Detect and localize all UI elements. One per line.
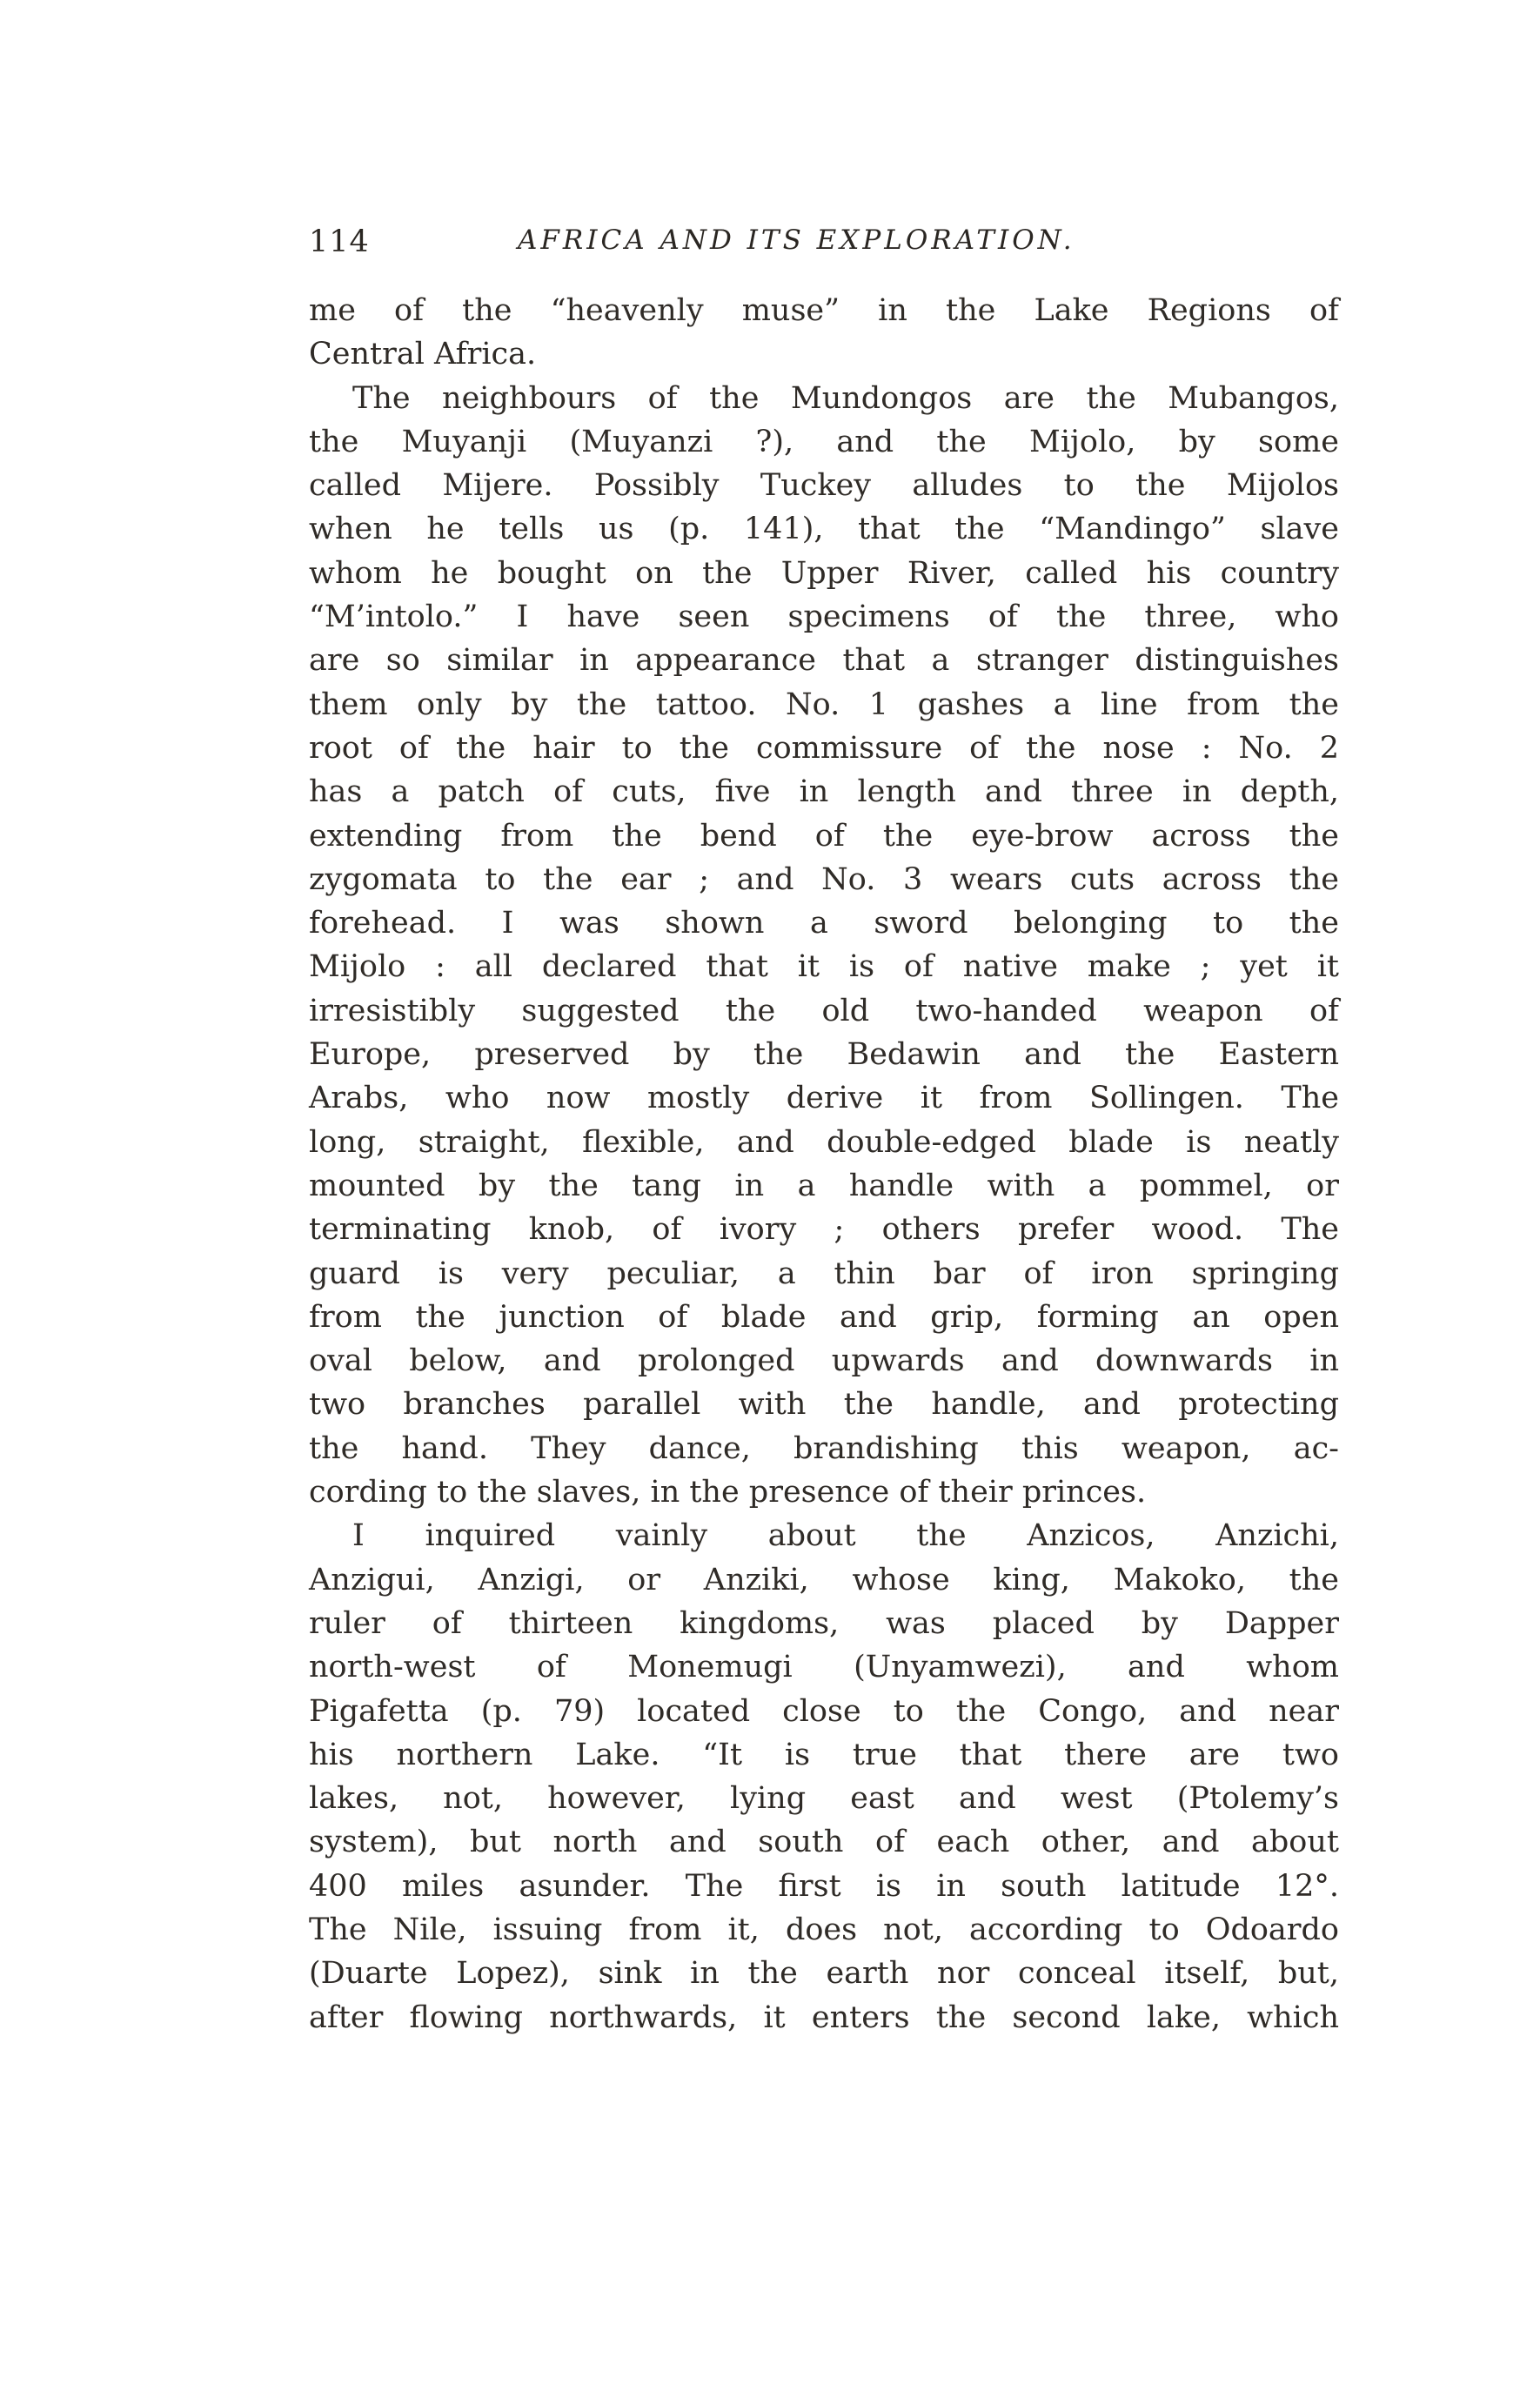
text-line: his northern Lake. “It is true that there are two	[309, 1737, 1339, 1772]
text-line: are so similar in appearance that a stranger distinguishes	[309, 643, 1339, 679]
text-line: whom he bought on the Upper River, called his country	[309, 555, 1339, 591]
text-line: the hand. They dance, brandishing this weapon, ac-	[309, 1430, 1339, 1466]
page-number: 114	[309, 224, 370, 259]
text-line: root of the hair to the commissure of the nose : No. 2	[309, 730, 1339, 766]
text-line: mounted by the tang in a handle with a pommel, or	[309, 1168, 1339, 1203]
body-text	[309, 289, 1339, 2039]
text-line: called Mijere. Possibly Tuckey alludes to the Mijolos	[309, 468, 1339, 504]
text-line: from the junction of blade and grip, forming an open	[309, 1299, 1339, 1335]
text-line: guard is very peculiar, a thin bar of iron springing	[309, 1256, 1339, 1291]
text-line: when he tells us (p. 141), that the “Mandingo” slave	[309, 512, 1339, 547]
text-line: forehead. I was shown a sword belonging to the	[309, 906, 1339, 941]
text-line: extending from the bend of the eye-brow across the	[309, 818, 1339, 854]
text-line: Anzigui, Anzigi, or Anziki, whose king, Makoko, the	[309, 1562, 1339, 1597]
text-line: the Muyanji (Muyanzi ?), and the Mijolo, by some	[309, 424, 1339, 459]
text-line: Arabs, who now mostly derive it from Sollingen. The	[309, 1081, 1339, 1116]
text-line: cording to the slaves, in the presence of their princes.	[309, 1475, 1147, 1510]
text-line: after flowing northwards, it enters the second lake, which	[309, 1999, 1339, 2035]
text-line: Europe, preserved by the Bedawin and the Eastern	[309, 1037, 1339, 1073]
text-line: system), but north and south of each other, and about	[309, 1825, 1339, 1860]
text-line: The Nile, issuing from it, does not, according to Odoardo	[309, 1912, 1339, 1947]
text-line: has a patch of cuts, five in length and three in depth,	[309, 774, 1339, 810]
text-line: oval below, and prolonged upwards and downwards in	[309, 1343, 1339, 1379]
text-line: The neighbours of the Mundongos are the Mubangos,	[352, 380, 1339, 416]
text-line: two branches parallel with the handle, and protecting	[309, 1387, 1339, 1423]
text-line: Pigafetta (p. 79) located close to the Congo, and near	[309, 1693, 1339, 1729]
text-line: (Duarte Lopez), sink in the earth nor conceal itself, but,	[309, 1956, 1339, 1992]
text-line: 400 miles asunder. The first is in south latitude 12°.	[309, 1868, 1339, 1904]
page-header	[309, 224, 1283, 268]
text-line: ruler of thirteen kingdoms, was placed by Dapper	[309, 1605, 1339, 1641]
running-title: AFRICA AND ITS EXPLORATION.	[518, 224, 1075, 256]
text-line: Central Africa.	[309, 337, 537, 372]
text-line: long, straight, flexible, and double-edged blade is neatly	[309, 1124, 1339, 1160]
text-line: me of the “heavenly muse” in the Lake Regions of	[309, 293, 1339, 328]
text-line: lakes, not, however, lying east and west (Ptolemy’s	[309, 1781, 1339, 1817]
text-line: them only by the tattoo. No. 1 gashes a line from the	[309, 686, 1339, 722]
text-line: Mijolo : all declared that it is of native make ; yet it	[309, 949, 1339, 985]
text-line: I inquired vainly about the Anzicos, Anzichi,	[352, 1518, 1339, 1554]
text-line: irresistibly suggested the old two-handed weapon of	[309, 993, 1339, 1028]
text-line: zygomata to the ear ; and No. 3 wears cuts across the	[309, 861, 1339, 897]
text-line: north-west of Monemugi (Unyamwezi), and whom	[309, 1650, 1339, 1685]
text-line: terminating knob, of ivory ; others prefer wood. The	[309, 1212, 1339, 1248]
text-line: “M’intolo.” I have seen specimens of the three, who	[309, 599, 1339, 635]
